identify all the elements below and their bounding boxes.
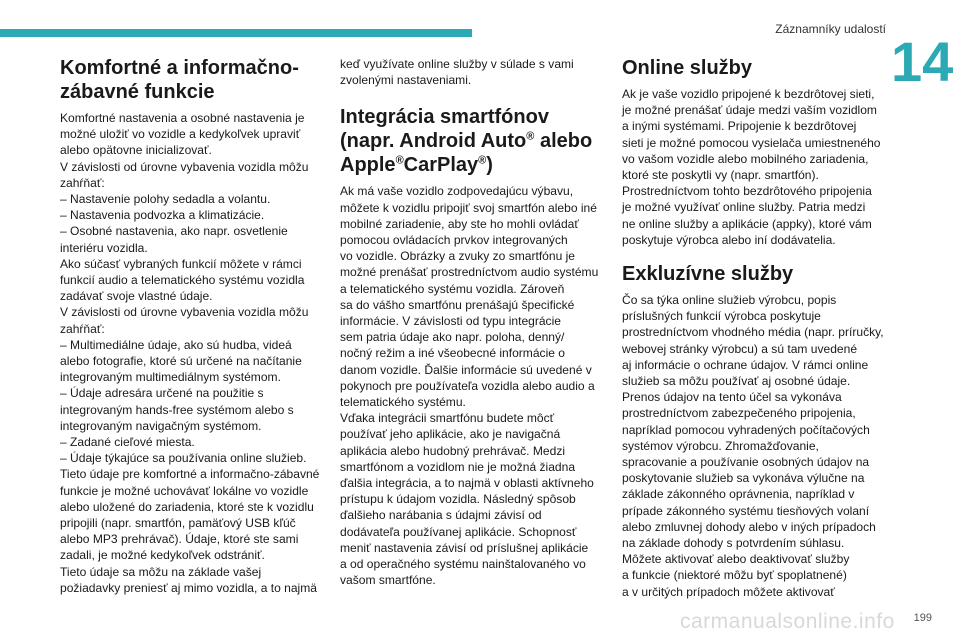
text-line: pripojili (napr. smartfón, pamäťový USB kľúč <box>60 516 296 531</box>
text-line: informácie. V závislosti od typu integrácie <box>340 314 561 329</box>
text-line: ďalšieho narábania s údajmi závisí od <box>340 508 542 523</box>
text-line: zahŕňať: <box>60 175 105 190</box>
text-line: zadávať svoje vlastné údaje. <box>60 289 213 304</box>
text-line: alebo MP3 prehrávač). Údaje, ktoré ste sami <box>60 532 299 547</box>
text-line: požiadavky preniesť aj mimo vozidla, a to najmä <box>60 580 317 595</box>
column-1-body <box>60 110 328 596</box>
text-line: Prostredníctvom tohto bezdrôtového pripojenia <box>622 184 872 199</box>
text-line: danom vozidle. Ďalšie informácie sú uvedené v <box>340 362 592 377</box>
chapter-title: Záznamníky udalostí <box>775 22 886 36</box>
text-line: Ako súčasť vybraných funkcií môžete v rámci <box>60 256 302 271</box>
text-line: telematického systému. <box>340 395 466 410</box>
text-line: možné prenášať prostredníctvom audio systému <box>340 265 599 280</box>
text-line: integrovaným navigačným systémom. <box>60 418 262 433</box>
text-line: vašom smartfóne. <box>340 573 436 588</box>
heading-part3: CarPlay <box>403 154 479 177</box>
text-line: zahŕňať: <box>60 321 105 336</box>
exclusive-services-body <box>622 292 886 600</box>
text-line: sieti je možné pomocou vysielača umiestneného <box>622 135 881 150</box>
text-line: smartfónom a vozidlom nie je možná žiadna <box>340 459 576 474</box>
text-line: poskytuje výrobca alebo iní dodávatelia. <box>622 232 836 247</box>
text-line: je možné využívať online služby. Patria medzi <box>622 200 866 215</box>
column-1 <box>60 56 328 596</box>
heading-part4: ) <box>486 154 493 177</box>
text-line: integrovaným hands-free systémom alebo s <box>60 402 294 417</box>
text-line: vo vašom vozidle alebo mobilného zariadenia, <box>622 151 869 166</box>
text-line: Môžete aktivovať alebo deaktivovať služby <box>622 552 850 567</box>
text-line: prístupu k údajom vozidla. Následný spôsob <box>340 492 576 507</box>
text-line: mobilné zariadenie, aby ste ho mohli ovládať <box>340 216 579 231</box>
text-line: V závislosti od úrovne vybavenia vozidla môžu <box>60 305 309 320</box>
text-line: zvolenými nastaveniami. <box>340 73 472 88</box>
text-line: prostredníctvom vhodného média (napr. príručky, <box>622 325 884 340</box>
text-line: Ak má vaše vozidlo zodpovedajúcu výbavu, <box>340 184 574 199</box>
text-line: – Nastavenie polohy sedadla a volantu. <box>60 192 271 207</box>
page-number: 199 <box>913 612 932 624</box>
text-line: služieb sa môžu používať aj osobné údaje. <box>622 374 851 389</box>
text-line: Vďaka integrácii smartfónu budete môcť <box>340 411 555 426</box>
text-line: príslušných funkcií výrobca poskytuje <box>622 309 821 324</box>
text-line: Prenos údajov na tento účel sa vykonáva <box>622 390 842 405</box>
text-line: spracovanie a používanie osobných údajov na <box>622 455 870 470</box>
text-line: alebo opätovne inicializovať. <box>60 143 212 158</box>
text-line: webovej stránky výrobcu) a sú tam uvedené <box>622 341 858 356</box>
registered-mark-2: ® <box>395 154 404 167</box>
text-line: aplikácia alebo hudobný prehrávač. Medzi <box>340 443 566 458</box>
text-line: – Údaje adresára určené na použitie s <box>60 386 264 401</box>
text-line: je možné prenášať údaje medzi vaším vozidlom <box>622 103 877 118</box>
text-line: meniť nastavenia závisí od príslušnej aplikácie <box>340 540 589 555</box>
text-line: a telematického systému vozidla. Zároveň <box>340 281 565 296</box>
heading-online-services: Online služby <box>622 57 753 79</box>
text-line: pomocou ovládacích prvkov integrovaných <box>340 233 568 248</box>
text-line: možné uložiť vo vozidle a kedykoľvek upraviť <box>60 127 301 142</box>
text-line: používať jeho aplikácie, ako je navigačná <box>340 427 561 442</box>
registered-mark-3: ® <box>478 154 487 167</box>
text-line: systémov výrobcu. Zhromažďovanie, <box>622 438 819 453</box>
text-line: a v určitých prípadoch môžete aktivovať <box>622 584 835 599</box>
text-line: pokynoch pre používateľa vozidla alebo audio a <box>340 378 595 393</box>
text-line: prostredníctvom zabezpečeného pripojenia, <box>622 406 856 421</box>
text-line: – Nastavenia podvozka a klimatizácie. <box>60 208 265 223</box>
online-services-body <box>622 86 886 248</box>
registered-mark-1: ® <box>526 130 535 143</box>
column-3 <box>622 56 886 600</box>
text-line: a inými systémami. Pripojenie k bezdrôtovej <box>622 119 857 134</box>
column-2 <box>340 56 604 588</box>
text-line: na základe dohody s potvrdením súhlasu. <box>622 536 845 551</box>
text-line: vo vozidle. Obrázky a zvuky zo smartfónu je <box>340 249 576 264</box>
watermark: carmanualsonline.info <box>680 610 895 633</box>
text-line: – Osobné nastavenia, ako napr. osvetlenie <box>60 224 288 239</box>
heading-part1: Integrácia smartfónov (napr. Android Auto <box>340 106 549 153</box>
heading-smartphone-integration <box>340 105 604 177</box>
text-line: V závislosti od úrovne vybavenia vozidla môžu <box>60 159 309 174</box>
text-line: nočný režim a iné všeobecné informácie o <box>340 346 565 361</box>
text-line: alebo zmluvnej dohody alebo v iných prípadoch <box>622 519 876 534</box>
column-2-body <box>340 183 604 588</box>
text-line: ďalšia integrácia, a to najmä v oblasti aktívneho <box>340 476 594 491</box>
text-line: sem patria údaje ako napr. poloha, denný/ <box>340 330 565 345</box>
text-line: aj informácie o ochrane údajov. V rámci online <box>622 357 869 372</box>
text-line: Tieto údaje pre komfortné a informačno-zábavné <box>60 467 320 482</box>
column-2-intro <box>340 56 604 88</box>
text-line: funkcií audio a telematického systému vozidla <box>60 273 305 288</box>
text-line: – Zadané cieľové miesta. <box>60 435 195 450</box>
text-line: – Údaje týkajúce sa používania online služieb. <box>60 451 307 466</box>
text-line: sa do vášho smartfónu prenášajú špecifické <box>340 297 575 312</box>
text-line: základe zákonného oprávnenia, napríklad v <box>622 487 855 502</box>
text-line: môžete k vozidlu pripojiť svoj smartfón alebo iné <box>340 200 597 215</box>
text-line: a funkcie (niektoré môžu byť spoplatnené) <box>622 568 847 583</box>
heading-exclusive-services: Exkluzívne služby <box>622 263 794 286</box>
text-line: Ak je vaše vozidlo pripojené k bezdrôtovej sieti, <box>622 87 875 101</box>
text-line: alebo fotografie, ktoré sú určené na načítanie <box>60 354 302 369</box>
text-line: Tieto údaje sa môžu na základe vašej <box>60 564 262 579</box>
text-line: Čo sa týka online služieb výrobcu, popis <box>622 293 837 308</box>
chapter-number: 14 <box>891 30 954 93</box>
text-line: keď využívate online služby v súlade s vami <box>340 57 574 71</box>
text-line: Komfortné nastavenia a osobné nastavenia je <box>60 111 305 125</box>
text-line: a od operačného systému nainštalovaného vo <box>340 557 586 572</box>
text-line: zadali, je možné kedykoľvek odstrániť. <box>60 548 265 563</box>
text-line: ktoré ste poskytli vy (napr. smartfón). <box>622 168 819 183</box>
heading-part2: alebo Apple <box>340 130 593 177</box>
header-accent-bar <box>0 29 472 37</box>
heading-comfort-infotainment: Komfortné a informačno-zábavné funkcie <box>60 57 299 103</box>
text-line: ne online služby a aplikácie (appky), ktoré vám <box>622 216 872 231</box>
text-line: prípade zákonného systému tiesňových volaní <box>622 503 870 518</box>
text-line: interiéru vozidla. <box>60 240 148 255</box>
text-line: poskytovanie služieb sa vykonáva výlučne na <box>622 471 865 486</box>
text-line: – Multimediálne údaje, ako sú hudba, videá <box>60 337 292 352</box>
text-line: napríklad pomocou vyhradených počítačových <box>622 422 870 437</box>
text-line: integrovaným multimediálnym systémom. <box>60 370 281 385</box>
text-line: funkcie je možné uchovávať lokálne vo vozidle <box>60 483 309 498</box>
text-line: dodávateľa používanej aplikácie. Schopnosť <box>340 524 577 539</box>
text-line: alebo uložené do zariadenia, ktoré ste k vozidlu <box>60 499 314 514</box>
